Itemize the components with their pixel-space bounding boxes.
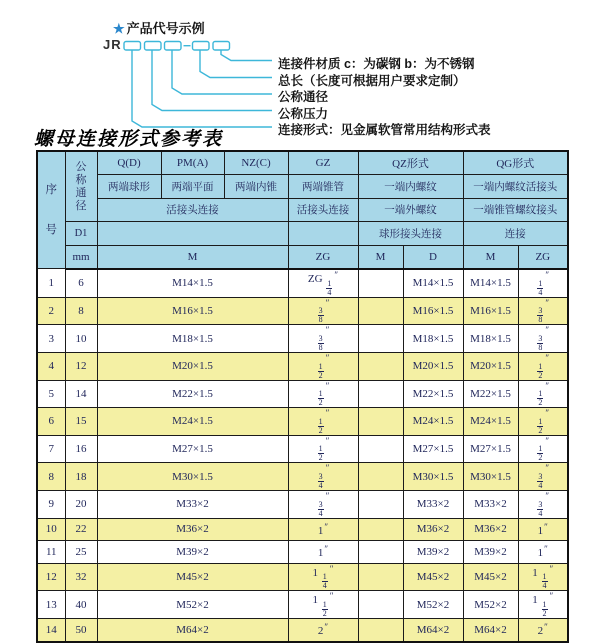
- header-d1: D1: [65, 222, 97, 245]
- diagram-heading: [113, 18, 205, 37]
- cell-dn: 14: [65, 380, 97, 408]
- table-header: [37, 151, 568, 269]
- cell-dn: 6: [65, 269, 97, 297]
- diagram-label-pressure: 公称压力: [278, 106, 329, 121]
- header-mm: mm: [65, 245, 97, 269]
- cell-qz-d: M14×1.5: [403, 269, 463, 297]
- cell-qg-zg: $\frac{3}{4}$ ″: [518, 491, 568, 519]
- cell-gz: $\frac{1}{2}$ ″: [288, 352, 358, 380]
- cell-seq: 3: [37, 325, 65, 353]
- cell-qz-d: M27×1.5: [403, 435, 463, 463]
- cell-m: M18×1.5: [97, 325, 288, 353]
- cell-dn: 12: [65, 352, 97, 380]
- cell-qg-zg: $\frac{1}{2}$ ″: [518, 352, 568, 380]
- cell-qz-d: M20×1.5: [403, 352, 463, 380]
- table-title: 螺母连接形式参考表: [34, 128, 224, 150]
- header-col-qg: QG形式: [463, 151, 568, 175]
- cell-qz-d: M45×2: [403, 563, 463, 591]
- cell-m: M24×1.5: [97, 408, 288, 436]
- cell-qz-d: M33×2: [403, 491, 463, 519]
- header-zg-unit: ZG: [288, 245, 358, 269]
- cell-m: M45×2: [97, 563, 288, 591]
- cell-qg-m: M33×2: [463, 491, 518, 519]
- diagram-label-diameter: 公称通径: [278, 90, 329, 104]
- cell-qz-d: M52×2: [403, 591, 463, 619]
- cell-qz-m: [358, 541, 403, 564]
- header-qz-m-unit: M: [358, 245, 403, 269]
- header-qg-desc1: 一端内螺纹活接头: [463, 175, 568, 198]
- header-qg-zg-unit: ZG: [518, 245, 568, 269]
- cell-seq: 13: [37, 591, 65, 619]
- cell-gz: 1 $\frac{1}{2}$ ″: [288, 591, 358, 619]
- header-gz-connection: 活接头连接: [288, 198, 358, 221]
- cell-qz-m: [358, 591, 403, 619]
- cell-qg-zg: $\frac{1}{2}$ ″: [518, 408, 568, 436]
- cell-gz: $\frac{3}{4}$ ″: [288, 491, 358, 519]
- cell-qg-zg: 1″: [518, 518, 568, 541]
- cell-qz-d: M64×2: [403, 619, 463, 642]
- cell-qz-m: [358, 325, 403, 353]
- header-qz-connection: 球形接头连接: [358, 222, 463, 245]
- cell-qg-m: M64×2: [463, 619, 518, 642]
- cell-gz: $\frac{3}{8}$ ″: [288, 297, 358, 325]
- cell-qg-zg: 1 $\frac{1}{4}$ ″: [518, 563, 568, 591]
- cell-qg-zg: $\frac{1}{2}$ ″: [518, 380, 568, 408]
- header-qg-desc2: 一端锥管螺纹接头: [463, 198, 568, 221]
- diagram-title: 产品代号示例: [126, 21, 205, 36]
- cell-gz: $\frac{3}{4}$ ″: [288, 463, 358, 491]
- cell-seq: 12: [37, 563, 65, 591]
- cell-gz: $\frac{1}{2}$ ″: [288, 435, 358, 463]
- table-row: [37, 269, 568, 297]
- cell-seq: 4: [37, 352, 65, 380]
- cell-m: M33×2: [97, 491, 288, 519]
- table-row: [37, 619, 568, 642]
- cell-qz-m: [358, 352, 403, 380]
- cell-qz-m: [358, 380, 403, 408]
- cell-qz-d: M18×1.5: [403, 325, 463, 353]
- code-connector-line: [152, 50, 272, 111]
- cell-dn: 50: [65, 619, 97, 642]
- star-icon: ★: [113, 21, 125, 36]
- cell-seq: 1: [37, 269, 65, 297]
- header-qg-connection: 连接: [463, 222, 568, 245]
- cell-m: M22×1.5: [97, 380, 288, 408]
- table-row: [37, 518, 568, 541]
- cell-qg-m: M39×2: [463, 541, 518, 564]
- table-row: [37, 541, 568, 564]
- cell-dn: 8: [65, 297, 97, 325]
- table-row: [37, 491, 568, 519]
- header-qg-m-unit: M: [463, 245, 518, 269]
- cell-gz: 2″: [288, 619, 358, 642]
- cell-gz: $\frac{1}{2}$ ″: [288, 380, 358, 408]
- cell-seq: 6: [37, 408, 65, 436]
- cell-dn: 20: [65, 491, 97, 519]
- cell-qz-m: [358, 563, 403, 591]
- cell-seq: 9: [37, 491, 65, 519]
- cell-qz-d: M30×1.5: [403, 463, 463, 491]
- header-union-connection: 活接头连接: [97, 198, 288, 221]
- code-box: [165, 42, 182, 51]
- cell-gz: $\frac{3}{8}$ ″: [288, 325, 358, 353]
- header-col-q: Q(D): [97, 151, 161, 175]
- table-row: [37, 591, 568, 619]
- code-box: [124, 42, 141, 51]
- cell-qz-d: M36×2: [403, 518, 463, 541]
- cell-qz-d: M16×1.5: [403, 297, 463, 325]
- cell-gz: 1″: [288, 541, 358, 564]
- cell-qg-zg: $\frac{3}{8}$ ″: [518, 325, 568, 353]
- cell-qg-m: M16×1.5: [463, 297, 518, 325]
- code-box: [145, 42, 162, 51]
- cell-qg-m: M24×1.5: [463, 408, 518, 436]
- cell-m: M52×2: [97, 591, 288, 619]
- cell-seq: 2: [37, 297, 65, 325]
- header-qz-desc2: 一端外螺纹: [358, 198, 463, 221]
- code-connector-line: [132, 50, 272, 127]
- cell-qg-zg: 1″: [518, 541, 568, 564]
- cell-qg-m: M27×1.5: [463, 435, 518, 463]
- cell-qg-m: M30×1.5: [463, 463, 518, 491]
- cell-dn: 15: [65, 408, 97, 436]
- cell-qz-m: [358, 269, 403, 297]
- cell-seq: 5: [37, 380, 65, 408]
- header-col-qz: QZ形式: [358, 151, 463, 175]
- table-row: [37, 408, 568, 436]
- cell-gz: $\frac{1}{2}$ ″: [288, 408, 358, 436]
- table-row: [37, 352, 568, 380]
- header-pm-desc: 两端平面: [161, 175, 224, 198]
- cell-m: M20×1.5: [97, 352, 288, 380]
- product-code-prefix: JR: [103, 37, 122, 52]
- cell-qg-m: M45×2: [463, 563, 518, 591]
- cell-dn: 22: [65, 518, 97, 541]
- code-connector-line: [221, 50, 272, 61]
- cell-dn: 40: [65, 591, 97, 619]
- header-gz-desc: 两端锥管: [288, 175, 358, 198]
- header-blank-left: [97, 222, 288, 245]
- header-col-gz: GZ: [288, 151, 358, 175]
- table-row: [37, 297, 568, 325]
- cell-gz: ZG $\frac{1}{4}$ ″: [288, 269, 358, 297]
- cell-qg-m: M22×1.5: [463, 380, 518, 408]
- header-col-nz: NZ(C): [224, 151, 288, 175]
- diagram-label-connection: 连接形式：见金属软管常用结构形式表: [278, 123, 491, 137]
- cell-dn: 25: [65, 541, 97, 564]
- cell-qg-zg: $\frac{3}{8}$ ″: [518, 297, 568, 325]
- cell-qg-m: M18×1.5: [463, 325, 518, 353]
- table-row: [37, 563, 568, 591]
- header-blank-gz: [288, 222, 358, 245]
- cell-seq: 11: [37, 541, 65, 564]
- cell-seq: 14: [37, 619, 65, 642]
- cell-qg-m: M52×2: [463, 591, 518, 619]
- header-m-unit: M: [97, 245, 288, 269]
- cell-m: M39×2: [97, 541, 288, 564]
- table-row: [37, 435, 568, 463]
- cell-qz-m: [358, 463, 403, 491]
- cell-dn: 32: [65, 563, 97, 591]
- cell-m: M30×1.5: [97, 463, 288, 491]
- cell-qz-d: M22×1.5: [403, 380, 463, 408]
- cell-qz-m: [358, 619, 403, 642]
- header-nz-desc: 两端内锥: [224, 175, 288, 198]
- code-connector-line: [172, 50, 272, 94]
- cell-seq: 8: [37, 463, 65, 491]
- header-qz-desc1: 一端内螺纹: [358, 175, 463, 198]
- cell-dn: 10: [65, 325, 97, 353]
- cell-qg-zg: 1 $\frac{1}{2}$ ″: [518, 591, 568, 619]
- header-col-pm: PM(A): [161, 151, 224, 175]
- header-nominal-dia: 公 称 通 径: [65, 151, 97, 222]
- header-seq: 序 号: [37, 151, 65, 269]
- table-body: [37, 269, 568, 642]
- code-connector-line: [200, 50, 272, 78]
- code-box: [193, 42, 210, 51]
- cell-qg-m: M14×1.5: [463, 269, 518, 297]
- cell-qg-zg: 2″: [518, 619, 568, 642]
- table-row: [37, 325, 568, 353]
- cell-m: M16×1.5: [97, 297, 288, 325]
- cell-m: M64×2: [97, 619, 288, 642]
- cell-qz-m: [358, 297, 403, 325]
- header-q-desc: 两端球形: [97, 175, 161, 198]
- code-box: [213, 42, 230, 51]
- cell-qz-d: M39×2: [403, 541, 463, 564]
- cell-seq: 10: [37, 518, 65, 541]
- cell-qz-m: [358, 518, 403, 541]
- table-row: [37, 463, 568, 491]
- cell-qg-zg: $\frac{3}{4}$ ″: [518, 463, 568, 491]
- cell-dn: 18: [65, 463, 97, 491]
- cell-dn: 16: [65, 435, 97, 463]
- cell-qz-m: [358, 491, 403, 519]
- cell-gz: 1″: [288, 518, 358, 541]
- table-row: [37, 380, 568, 408]
- diagram-label-material: 连接件材质 c：为碳钢 b：为不锈钢: [278, 57, 475, 71]
- cell-qg-zg: $\frac{1}{4}$ ″: [518, 269, 568, 297]
- cell-m: M36×2: [97, 518, 288, 541]
- nut-connection-reference-table: [36, 150, 569, 643]
- cell-qg-zg: $\frac{1}{2}$ ″: [518, 435, 568, 463]
- cell-qg-m: M36×2: [463, 518, 518, 541]
- header-qz-d-unit: D: [403, 245, 463, 269]
- cell-qz-d: M24×1.5: [403, 408, 463, 436]
- cell-m: M27×1.5: [97, 435, 288, 463]
- cell-qg-m: M20×1.5: [463, 352, 518, 380]
- cell-m: M14×1.5: [97, 269, 288, 297]
- diagram-label-length: 总长（长度可根据用户要求定制）: [278, 73, 466, 88]
- cell-qz-m: [358, 408, 403, 436]
- cell-qz-m: [358, 435, 403, 463]
- cell-seq: 7: [37, 435, 65, 463]
- cell-gz: 1 $\frac{1}{4}$ ″: [288, 563, 358, 591]
